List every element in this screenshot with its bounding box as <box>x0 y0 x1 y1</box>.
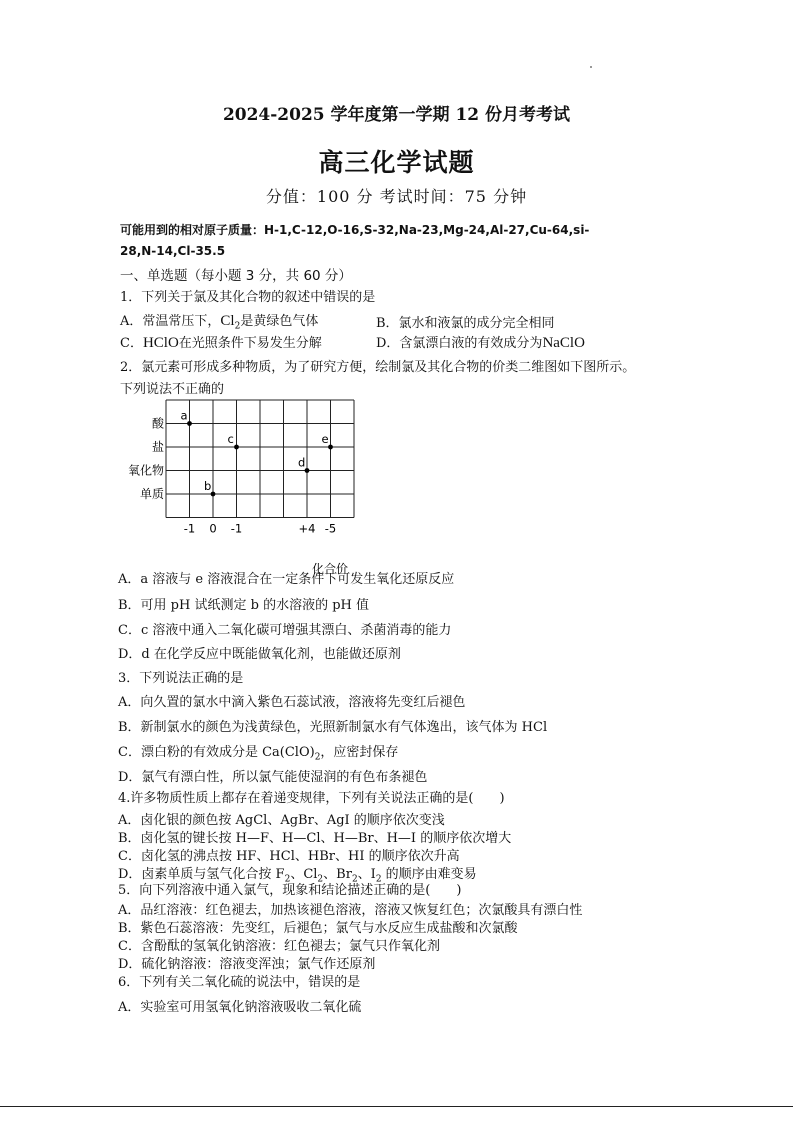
chart-y-labels <box>128 417 165 502</box>
chart-x-labels <box>184 522 336 536</box>
q3-option-a: A．向久置的氯水中滴入紫色石蕊试液，溶液将先变红后褪色 <box>118 695 466 710</box>
x-tick-label: 0 <box>209 521 217 536</box>
q1-a-formula: Cl <box>220 313 235 329</box>
q5-option-a: A．品红溶液：红色褪去，加热该褪色溶液，溶液又恢复红色；次氯酸具有漂白性 <box>118 903 583 918</box>
subject-title: 高三化学试题 <box>318 148 475 177</box>
x-tick-label: -5 <box>324 521 337 536</box>
q5-option-b: B．紫色石蕊溶液：先变红，后褪色；氯气与水反应生成盐酸和次氯酸 <box>118 921 518 936</box>
q2-option-a: A．a 溶液与 e 溶液混合在一定条件下可发生氧化还原反应 <box>118 572 455 587</box>
y-category-label: 氧化物 <box>127 463 164 478</box>
q4-stem: 4.许多物质性质上都存在着递变规律，下列有关说法正确的是( ) <box>118 791 505 806</box>
point-label-c: c <box>227 432 234 446</box>
q3-stem: 3．下列说法正确的是 <box>118 671 244 686</box>
q3-option-c <box>118 741 398 763</box>
y-category-label: 单质 <box>139 487 164 501</box>
q6-option-a: A．实验室可用氢氧化钠溶液吸收二氧化硫 <box>118 1000 362 1015</box>
q4-d-sub1: 2 <box>284 874 291 885</box>
atomic-masses: 可能用到的相对原子质量：H-1,C-12,O-16,S-32,Na-23,Mg-24,Al-27,Cu-64,si-28,N-14,Cl-35.5 <box>120 223 590 258</box>
point-label-e: e <box>321 432 329 446</box>
q5-option-c: C．含酚酞的氢氧化钠溶液：红色褪去；氯气只作氧化剂 <box>118 939 440 954</box>
q3-c-suffix: ，应密封保存 <box>320 745 399 760</box>
q1-c-suffix: 在光照条件下易发生分解 <box>178 336 322 351</box>
q3-c-prefix: C．漂白粉的有效成分是 Ca(ClO) <box>118 745 315 760</box>
q4-d-suffix: 的顺序由难变易 <box>381 867 477 882</box>
q1-c-prefix: C． <box>120 336 143 351</box>
q4-d-sub2: 2 <box>317 874 324 885</box>
x-tick-label: +4 <box>298 521 316 536</box>
q2-option-b: B．可用 pH 试纸测定 b 的水溶液的 pH 值 <box>118 598 369 613</box>
q5-stem: 5．向下列溶液中通入氯气，现象和结论描述正确的是( ) <box>118 883 462 898</box>
exam-title: 2024-2025 学年度第一学期 12 份月考考试 <box>222 105 571 125</box>
q1-stem: 1．下列关于氯及其化合物的叙述中错误的是 <box>120 290 376 305</box>
y-category-label: 酸 <box>151 416 164 431</box>
point-c <box>234 445 239 450</box>
q4-d-sub3: 2 <box>351 874 358 885</box>
q2-stem-line1: 2．氯元素可形成多种物质，为了研究方便，绘制氯及其化合物的价类二维图如下图所示。 <box>120 360 636 375</box>
q1-d-formula: NaClO <box>542 335 585 351</box>
q4-d-prefix: D．卤素单质与氢气化合按 F <box>118 867 285 882</box>
q1-c-formula: HClO <box>142 335 179 351</box>
q3-option-b: B．新制氯水的颜色为浅黄绿色，光照新制氯水有气体逸出，该气体为 HCl <box>118 720 548 735</box>
point-a <box>187 421 192 426</box>
page-bottom-rule <box>0 1106 793 1107</box>
q4-option-c: C．卤化氢的沸点按 HF、HCl、HBr、HI 的顺序依次升高 <box>118 849 460 864</box>
q1-a-prefix: A．常温常压下， <box>120 314 221 329</box>
q1-option-d <box>376 332 585 352</box>
score-time: 分值：100 分 考试时间：75 分钟 <box>265 187 528 206</box>
q1-d-prefix: D．含氯漂白液的有效成分为 <box>376 336 543 351</box>
point-label-a: a <box>180 408 188 423</box>
q3-c-sub: 2 <box>314 752 321 763</box>
q2-option-d: D．d 在化学反应中既能做氧化剂，也能做还原剂 <box>118 647 401 662</box>
q1-option-c <box>120 332 322 352</box>
q1-a-formula-sub: 2 <box>234 321 241 332</box>
x-tick-label: -1 <box>183 521 196 536</box>
q4-d-sub4: 2 <box>375 874 382 885</box>
q1-option-a <box>120 310 318 332</box>
section-title: 一、单选题（每小题 3 分，共 60 分） <box>120 268 352 284</box>
q1-a-suffix: 是黄绿色气体 <box>240 314 319 329</box>
scan-dot <box>590 66 592 68</box>
q4-d-mid3: 、I <box>357 867 376 882</box>
q3-option-d: D．氯气有漂白性，所以氯气能使湿润的有色布条褪色 <box>118 770 428 785</box>
chart-grid <box>166 400 354 518</box>
point-e <box>328 445 333 450</box>
q6-stem: 6．下列有关二氧化硫的说法中，错误的是 <box>118 975 361 990</box>
q5-option-d: D．硫化钠溶液：溶液变浑浊；氯气作还原剂 <box>118 957 376 972</box>
point-d <box>305 468 310 473</box>
q4-d-mid1: 、Cl <box>290 867 318 882</box>
valence-class-chart <box>118 395 378 575</box>
chart-points <box>181 409 333 497</box>
q4-option-a: A．卤化银的颜色按 AgCl、AgBr、AgI 的顺序依次变浅 <box>118 813 445 828</box>
y-category-label: 盐 <box>151 440 164 454</box>
q1-option-b: B．氯水和液氯的成分完全相同 <box>376 316 555 331</box>
q2-stem-line2: 下列说法不正确的 <box>120 382 225 397</box>
point-b <box>211 492 216 497</box>
q4-option-b: B．卤化氢的键长按 H—F、H—Cl、H—Br、H—I 的顺序依次增大 <box>118 831 512 846</box>
chart-x-axis-title: 化合价 <box>311 562 349 575</box>
q4-d-mid2: 、Br <box>323 867 352 882</box>
x-tick-label: -1 <box>230 521 243 536</box>
q2-option-c: C．c 溶液中通入二氧化碳可增强其漂白、杀菌消毒的能力 <box>118 623 452 638</box>
point-label-d: d <box>298 455 306 470</box>
point-label-b: b <box>204 479 212 493</box>
